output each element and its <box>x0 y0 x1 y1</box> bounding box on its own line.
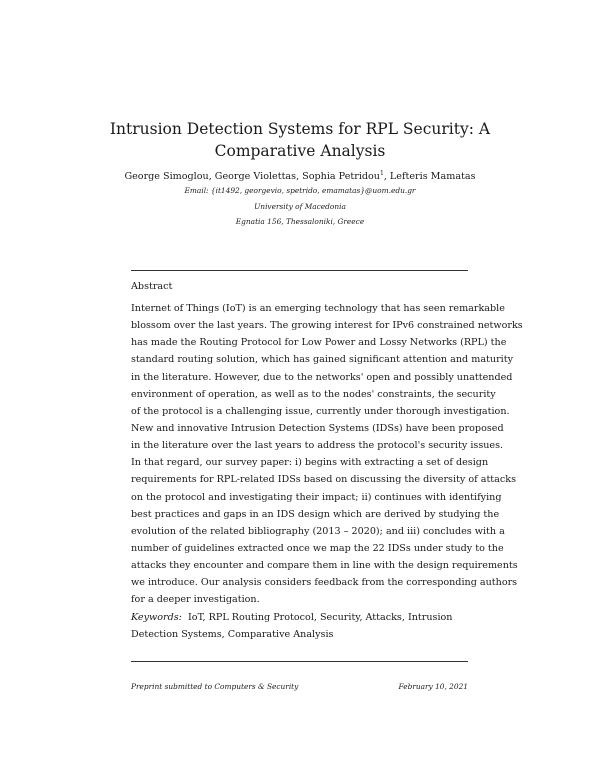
abstract-line: New and innovative Intrusion Detection Systems (IDSs) have been proposed <box>131 422 504 434</box>
abstract-line: environment of operation, as well as to the nodes' constraints, the security <box>131 388 496 400</box>
footer-preprint-note: Preprint submitted to Computers & Security <box>131 682 299 691</box>
author-footnote-mark: 1 <box>380 170 384 177</box>
author-list <box>90 170 510 182</box>
authors-text: George Simoglou, George Violettas, Sophia Petridou <box>124 171 380 183</box>
author-address: Egnatia 156, Thessaloniki, Greece <box>235 217 365 226</box>
author-email: Email: {it1492, georgevio, spetrido, emamatas}@uom.edu.gr <box>184 186 416 195</box>
abstract-line: Internet of Things (IoT) is an emerging technology that has seen remarkable <box>131 303 505 314</box>
footer-date: February 10, 2021 <box>398 682 468 691</box>
abstract-line: requirements for RPL-related IDSs based on discussing the diversity of attacks <box>131 474 516 486</box>
abstract-line: for a deeper investigation. <box>131 594 260 606</box>
abstract-line: In that regard, our survey paper: i) begins with extracting a set of design <box>131 457 489 469</box>
keywords-label: Keywords: <box>131 611 182 623</box>
abstract-line: in the literature over the last years to address the protocol's security issues. <box>131 440 504 452</box>
abstract-line: we introduce. Our analysis considers feedback from the corresponding authors <box>131 577 518 589</box>
abstract-line: in the literature. However, due to the networks' open and possibly unattended <box>131 371 513 383</box>
abstract-line: has made the Routing Protocol for Low Power and Lossy Networks (RPL) the <box>131 337 507 349</box>
abstract-bottom-rule <box>131 661 468 662</box>
abstract-heading: Abstract <box>131 281 173 292</box>
authors-last: , Lefteris Mamatas <box>383 171 476 183</box>
abstract-line: of the protocol is a challenging issue, currently under thorough investigation. <box>131 405 510 417</box>
abstract-line: attacks they encounter and compare them in line with the design requirements <box>131 560 518 572</box>
abstract-line: number of guidelines extracted once we map the 22 IDSs under study to the <box>131 542 504 554</box>
keywords-text-1: IoT, RPL Routing Protocol, Security, Attacks, Intrusion <box>188 611 453 623</box>
abstract-line: blossom over the last years. The growing interest for IPv6 constrained networks <box>131 320 523 332</box>
abstract-body <box>131 300 523 643</box>
abstract-top-rule <box>131 270 468 271</box>
page-footer <box>131 682 468 691</box>
abstract-line: standard routing solution, which has gained significant attention and maturity <box>131 354 514 366</box>
abstract-line: evolution of the related bibliography (2013 – 2020); and iii) concludes with a <box>131 525 505 537</box>
title-line-2: Comparative Analysis <box>214 142 386 160</box>
author-university: University of Macedonia <box>254 202 346 211</box>
abstract-line: on the protocol and investigating their impact; ii) continues with identifying <box>131 491 502 503</box>
keywords-line-1 <box>131 609 468 626</box>
title-line-1: Intrusion Detection Systems for RPL Security: A <box>109 120 491 138</box>
paper-title <box>100 118 500 162</box>
keywords-text-2: Detection Systems, Comparative Analysis <box>131 628 334 640</box>
abstract-line: best practices and gaps in an IDS design which are derived by studying the <box>131 508 500 520</box>
